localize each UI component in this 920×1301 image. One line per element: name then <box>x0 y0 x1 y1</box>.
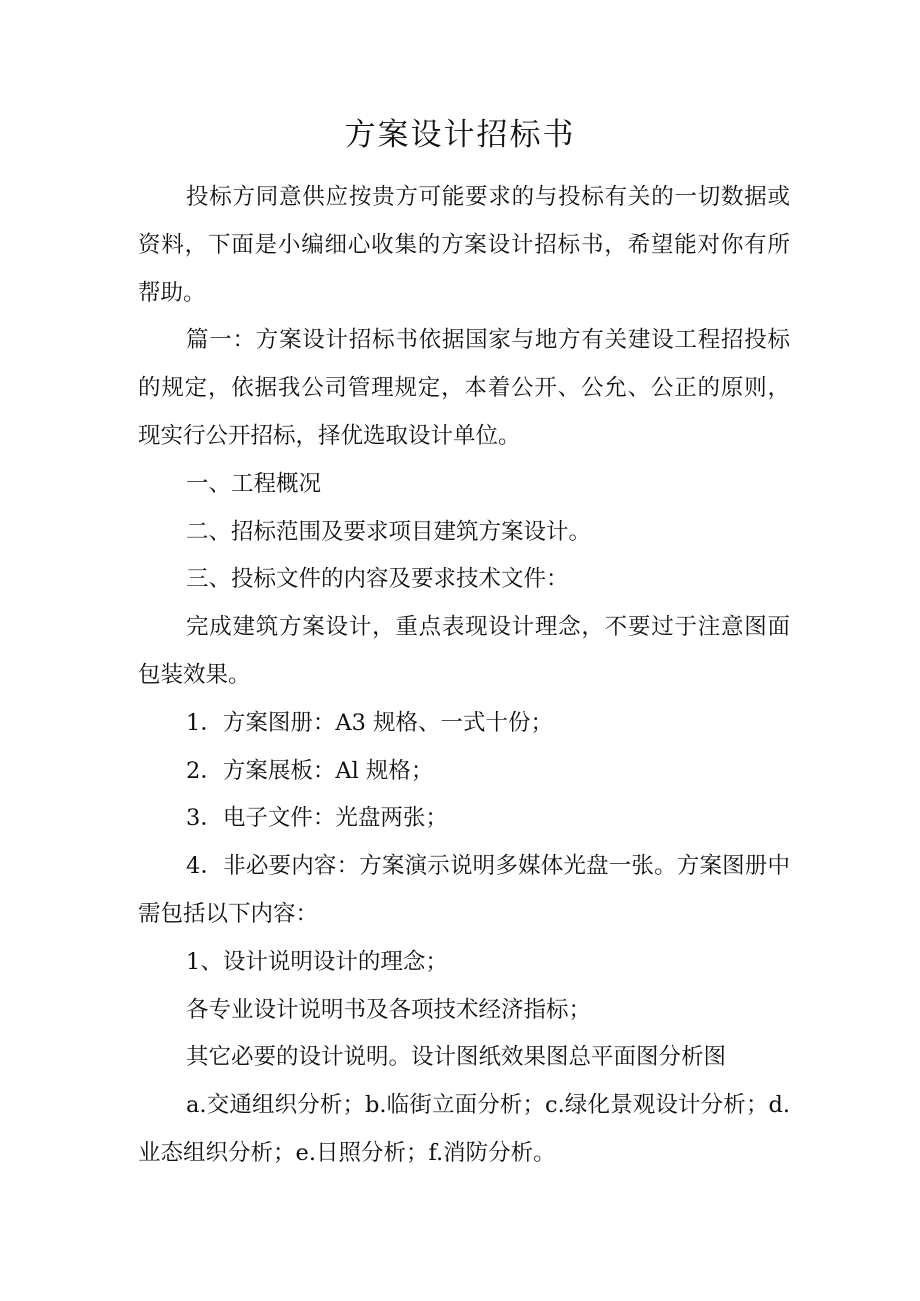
list-item-display-board: 2．方案展板：Al 规格； <box>186 757 434 784</box>
document-title: 方案设计招标书 <box>344 117 576 153</box>
paragraph-chapter-one: 篇一：方案设计招标书依据国家与地方有关建设工程招投标的规定，依据我公司管理规定，本着公开、公允、公正的原则，现实行公开招标，择优选取设计单位。 <box>138 327 790 449</box>
list-item-design-concept: 1、设计说明设计的理念； <box>186 948 448 975</box>
heading-bid-documents: 三、投标文件的内容及要求技术文件： <box>186 566 569 593</box>
paragraph-intro: 投标方同意供应按贵方可能要求的与投标有关的一切数据或资料，下面是小编细心收集的方案设计招标书，希望能对你有所帮助。 <box>138 184 790 306</box>
heading-bid-scope: 二、招标范围及要求项目建筑方案设计。 <box>186 518 592 545</box>
paragraph-analysis-list: a.交通组织分析；b.临街立面分析；c.绿化景观设计分析；d.业态组织分析；e.日照分析；f.消防分析。 <box>138 1092 790 1166</box>
list-item-optional-content: 4．非必要内容：方案演示说明多媒体光盘一张。方案图册中需包括以下内容： <box>138 853 790 927</box>
heading-project-overview: 一、工程概况 <box>186 470 322 497</box>
paragraph-specialty-specs: 各专业设计说明书及各项技术经济指标； <box>186 996 592 1023</box>
paragraph-design-requirement: 完成建筑方案设计，重点表现设计理念，不要过于注意图面包装效果。 <box>138 614 790 688</box>
list-item-plan-booklet: 1．方案图册：A3 规格、一式十份； <box>186 709 554 736</box>
document-body <box>138 174 790 1178</box>
paragraph-other-descriptions: 其它必要的设计说明。设计图纸效果图总平面图分析图 <box>186 1044 727 1071</box>
list-item-electronic-files: 3．电子文件：光盘两张； <box>186 805 448 832</box>
